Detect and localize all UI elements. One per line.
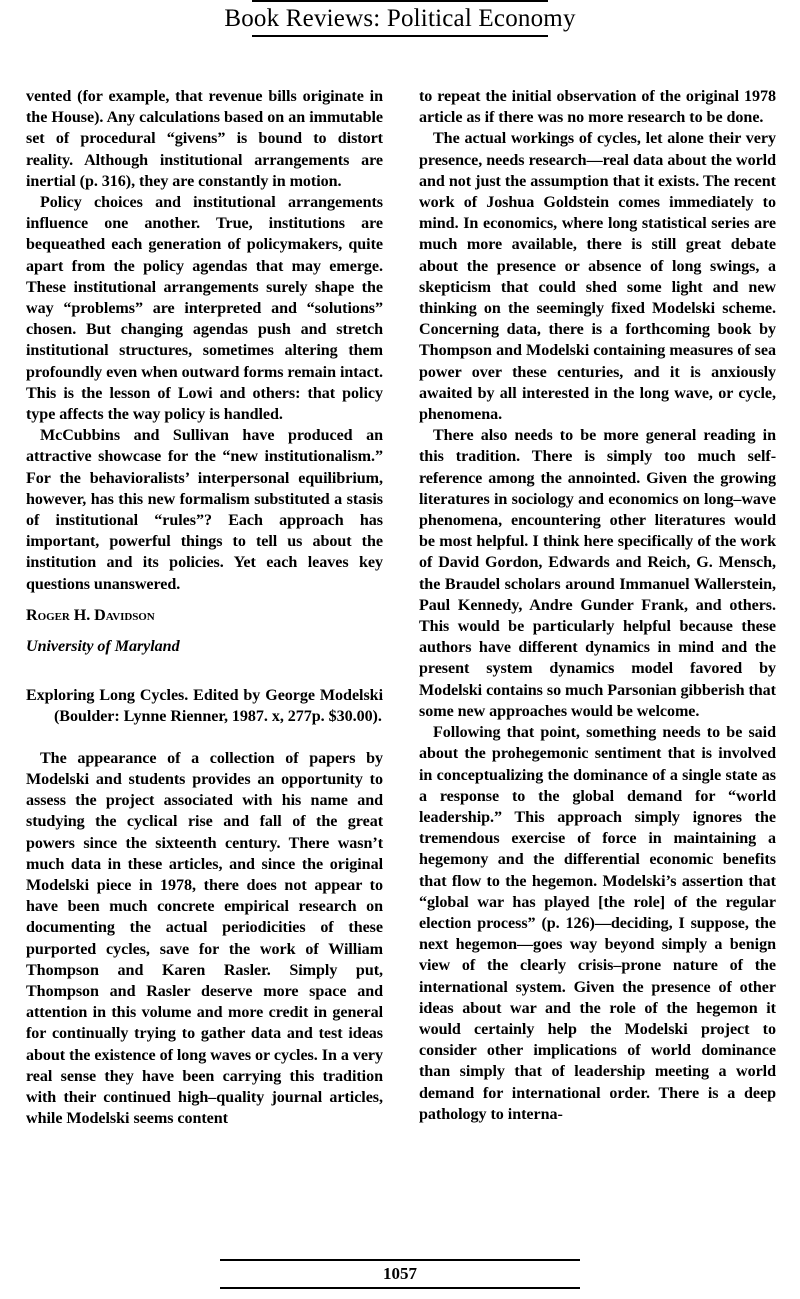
spacer: [26, 728, 383, 748]
paragraph: McCubbins and Sullivan have produced an attractive showcase for the “new institutionalism.” For the behavioralists’ interpersonal equilibrium, however, has this new formalism substituted a stasis of institutional “rules”? Each approach has important, powerful things to tell us about the institution and its policies. Yet each leaves key questions unanswered.: [26, 427, 383, 593]
paragraph: vented (for example, that revenue bills originate in the House). Any calculations based on an immutable set of procedural “givens” is bound to distort reality. Although institutional arrangements are inertial (p. 316), they are constantly in motion.: [26, 88, 383, 190]
page-title: Book Reviews: Political Economy: [224, 5, 576, 32]
body-columns: [26, 86, 776, 1129]
book-citation: Exploring Long Cycles. Edited by George Modelski (Boulder: Lynne Rienner, 1987. x, 277p. $30.00).: [26, 687, 383, 726]
left-column: [26, 86, 383, 1129]
spacer: [26, 626, 383, 636]
header-rule-bottom: [252, 35, 548, 37]
header-rule-top: [252, 0, 548, 2]
paragraph: The appearance of a collection of papers by Modelski and students provides an opportunity to assess the project associated with his name and studying the cyclical rise and fall of the great powers since the sixteenth century. There wasn’t much data in these articles, and since the original Modelski piece in 1978, there does not appear to have been much concrete empirical research on documenting the actual periodicities of these purported cycles, save for the work of William Thompson and Karen Rasler. Simply put, Thompson and Rasler deserve more space and attention in this volume and more credit in general for continually trying to gather data and test ideas about the existence of long waves or cycles. In a very real sense they have been carrying this tradition with their continued high–quality journal articles, while Modelski seems content: [26, 749, 383, 1128]
paragraph: Following that point, something needs to be said about the prohegemonic sentiment that is involved in conceptualizing the dominance of a single state as a response to the global demand for “world leadership.” This approach simply ignores the tremendous exercise of force in maintaining a hegemony and the differential economic benefits that flow to the hegemon. Modelski’s assertion that “global war has played [the role] of the regular election process” (p. 126)—deciding, I suppose, the next hegemon—goes way beyond simply a benign view of the clearly crisis–prone nature of the international system. Given the presence of other ideas about war and the role of the hegemon it would certainly help the Modelski project to consider other implications of world dominance than simply that of leadership meeting a world demand for international order. There is a deep pathology to interna-: [419, 724, 776, 1123]
review-affiliation: University of Maryland: [26, 638, 180, 656]
spacer: [26, 657, 383, 685]
right-column: [419, 86, 776, 1129]
paragraph: There also needs to be more general reading in this tradition. There is simply too much self-reference among the annointed. Given the growing literatures in sociology and economics on long–wave phenomena, encountering other literatures would be most helpful. I think here specifically of the work of David Gordon, Edwards and Reich, G. Mensch, the Braudel scholars around Immanuel Wallerstein, Paul Kennedy, Andre Gunder Frank, and others. This would be particularly helpful because these authors have different dynamics in mind and the present system dynamics model favored by Modelski contains so much Parsonian gibberish that some new approaches would be welcome.: [419, 427, 776, 720]
paragraph: to repeat the initial observation of the original 1978 article as if there was no more research to be done.: [419, 88, 776, 127]
page-number: 1057: [383, 1264, 417, 1283]
review-byline: Roger H. Davidson: [26, 606, 155, 624]
paragraph: The actual workings of cycles, let alone their very presence, needs research—real data about the world and not just the assumption that it exists. The recent work of Joshua Goldstein comes immediately to mind. In economics, where long statistical series are much more available, there is still great debate about the presence or absence of long swings, a skepticism that could shed some light and new thinking on the seemingly fixed Modelski scheme. Concerning data, there is a forthcoming book by Thompson and Modelski containing measures of sea power over these centuries, and it is anxiously awaited by all interested in the long wave, or cycle, phenomena.: [419, 130, 776, 424]
running-head: [0, 0, 800, 37]
footer-rule-bottom: [220, 1287, 580, 1289]
spacer: [26, 595, 383, 605]
paragraph: Policy choices and institutional arrangements influence one another. True, institutions are bequeathed each generation of policymakers, quite apart from the policy agendas that may emerge. These institutional arrangements surely shape the way “problems” are interpreted and “solutions” chosen. But changing agendas push and stretch institutional structures, sometimes altering them profoundly even when outward forms remain intact. This is the lesson of Lowi and others: that policy type affects the way policy is handled.: [26, 194, 383, 424]
page-footer: [0, 1259, 800, 1289]
